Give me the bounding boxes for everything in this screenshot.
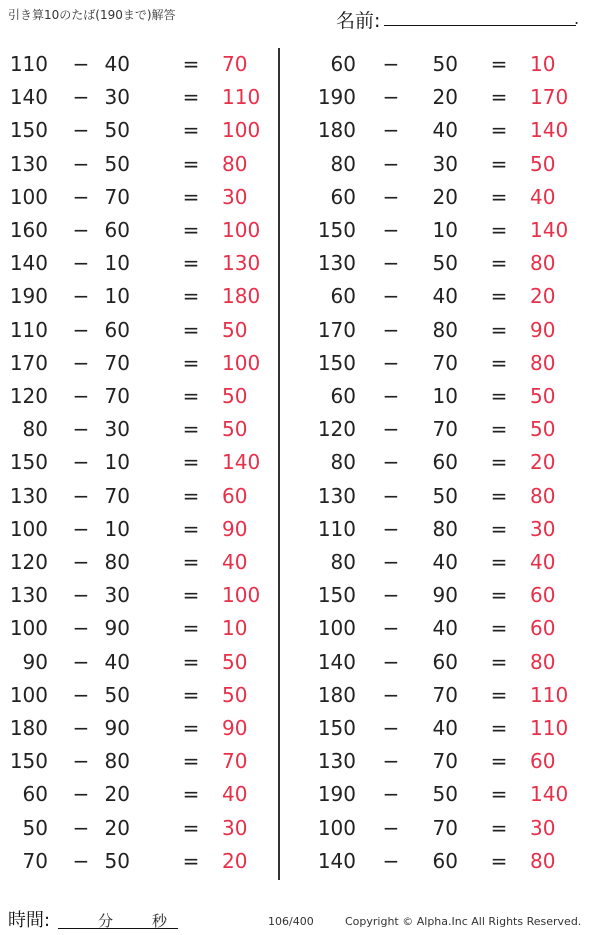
minuend: 130	[317, 483, 356, 508]
equals-sign: =	[490, 218, 508, 242]
subtrahend: 90	[104, 716, 130, 740]
minuend: 130	[317, 251, 356, 276]
equals-sign: =	[490, 550, 508, 574]
problem-row	[0, 646, 600, 679]
minus-sign: −	[382, 317, 400, 342]
minus-sign: −	[382, 583, 400, 608]
minuend: 150	[9, 118, 48, 143]
minus-sign: −	[382, 151, 400, 176]
answer: 40	[530, 184, 556, 209]
equals-sign: =	[490, 151, 508, 176]
problem-row	[0, 745, 600, 778]
answer: 90	[222, 716, 248, 740]
minus-sign: −	[72, 384, 90, 408]
subtrahend: 70	[104, 384, 130, 408]
answer: 30	[222, 184, 248, 209]
minuend: 100	[9, 616, 48, 641]
minuend: 100	[317, 616, 356, 641]
minus-sign: −	[382, 516, 400, 541]
problem-row	[0, 214, 600, 247]
answer: 80	[530, 251, 556, 276]
subtrahend: 40	[432, 550, 458, 574]
seconds-label: 秒	[152, 912, 168, 930]
subtrahend: 50	[104, 151, 130, 176]
answer: 20	[530, 450, 556, 475]
equals-sign: =	[490, 483, 508, 508]
problem-row	[0, 280, 600, 313]
equals-sign: =	[490, 516, 508, 541]
subtrahend: 50	[432, 782, 458, 807]
subtrahend: 70	[104, 350, 130, 375]
subtrahend: 70	[104, 184, 130, 209]
equals-sign: =	[182, 682, 200, 707]
equals-sign: =	[182, 184, 200, 209]
minuend: 110	[317, 516, 356, 541]
minuend: 170	[317, 317, 356, 342]
subtrahend: 30	[104, 583, 130, 608]
minus-sign: −	[72, 417, 90, 442]
minuend: 60	[22, 782, 48, 807]
minuend: 60	[330, 384, 356, 408]
equals-sign: =	[182, 251, 200, 276]
subtrahend: 50	[432, 251, 458, 276]
subtrahend: 60	[104, 218, 130, 242]
answer: 140	[530, 118, 569, 143]
equals-sign: =	[490, 251, 508, 276]
minus-sign: −	[72, 616, 90, 641]
answer: 180	[222, 284, 261, 309]
minus-sign: −	[382, 848, 400, 873]
equals-sign: =	[182, 317, 200, 342]
subtrahend: 10	[104, 284, 130, 309]
minus-sign: −	[382, 251, 400, 276]
name-label: 名前:	[336, 10, 381, 32]
subtrahend: 20	[104, 782, 130, 807]
answer: 50	[530, 417, 556, 442]
problem-row	[0, 413, 600, 446]
answer: 40	[222, 550, 248, 574]
problem-row	[0, 247, 600, 280]
minus-sign: −	[72, 649, 90, 674]
minus-sign: −	[382, 284, 400, 309]
subtrahend: 40	[432, 284, 458, 309]
equals-sign: =	[182, 417, 200, 442]
answer: 130	[222, 251, 261, 276]
minuend: 170	[9, 350, 48, 375]
minuend: 120	[9, 384, 48, 408]
minus-sign: −	[72, 583, 90, 608]
minuend: 100	[9, 516, 48, 541]
subtrahend: 10	[432, 384, 458, 408]
minuend: 80	[330, 450, 356, 475]
answer: 140	[222, 450, 261, 475]
equals-sign: =	[182, 52, 200, 76]
problem-row	[0, 579, 600, 612]
answer: 110	[222, 85, 261, 110]
equals-sign: =	[490, 317, 508, 342]
minutes-label: 分	[98, 912, 114, 930]
answer: 50	[222, 317, 248, 342]
equals-sign: =	[182, 516, 200, 541]
equals-sign: =	[182, 118, 200, 143]
equals-sign: =	[182, 450, 200, 475]
equals-sign: =	[182, 218, 200, 242]
answer: 90	[530, 317, 556, 342]
minuend: 60	[330, 52, 356, 76]
problem-row	[0, 546, 600, 579]
page-number: 106/400	[268, 915, 314, 928]
subtrahend: 90	[432, 583, 458, 608]
worksheet-title: 引き算10のたば(190まで)解答	[8, 8, 176, 22]
minus-sign: −	[382, 118, 400, 143]
equals-sign: =	[490, 749, 508, 774]
minus-sign: −	[382, 85, 400, 110]
answer: 60	[530, 749, 556, 774]
equals-sign: =	[182, 583, 200, 608]
minuend: 140	[9, 251, 48, 276]
subtrahend: 30	[104, 417, 130, 442]
problem-row	[0, 812, 600, 845]
answer: 50	[530, 151, 556, 176]
minus-sign: −	[382, 52, 400, 76]
problem-row	[0, 446, 600, 479]
equals-sign: =	[490, 284, 508, 309]
equals-sign: =	[182, 716, 200, 740]
answer: 70	[222, 52, 248, 76]
subtrahend: 70	[432, 682, 458, 707]
equals-sign: =	[490, 782, 508, 807]
minus-sign: −	[382, 616, 400, 641]
answer: 90	[222, 516, 248, 541]
problem-row	[0, 81, 600, 114]
name-line	[384, 25, 576, 26]
problem-row	[0, 48, 600, 81]
answer: 110	[530, 716, 569, 740]
answer: 100	[222, 218, 261, 242]
minuend: 100	[317, 815, 356, 840]
answer: 40	[530, 550, 556, 574]
minuend: 150	[9, 450, 48, 475]
answer: 100	[222, 583, 261, 608]
minuend: 100	[9, 184, 48, 209]
minus-sign: −	[382, 384, 400, 408]
problem-row	[0, 314, 600, 347]
minuend: 50	[22, 815, 48, 840]
subtrahend: 20	[432, 184, 458, 209]
equals-sign: =	[490, 384, 508, 408]
minuend: 80	[22, 417, 48, 442]
equals-sign: =	[490, 52, 508, 76]
minuend: 80	[330, 550, 356, 574]
minuend: 180	[317, 118, 356, 143]
subtrahend: 10	[104, 516, 130, 541]
minuend: 150	[9, 749, 48, 774]
minus-sign: −	[72, 848, 90, 873]
answer: 140	[530, 218, 569, 242]
subtrahend: 70	[104, 483, 130, 508]
name-dot: .	[574, 9, 580, 28]
minus-sign: −	[72, 184, 90, 209]
equals-sign: =	[490, 649, 508, 674]
answer: 80	[530, 848, 556, 873]
minus-sign: −	[72, 118, 90, 143]
copyright-text: Copyright © Alpha.Inc All Rights Reserved.	[345, 915, 582, 928]
subtrahend: 90	[104, 616, 130, 641]
minus-sign: −	[382, 483, 400, 508]
answer: 30	[222, 815, 248, 840]
problem-row	[0, 114, 600, 147]
minus-sign: −	[382, 417, 400, 442]
answer: 100	[222, 118, 261, 143]
subtrahend: 10	[104, 251, 130, 276]
answer: 20	[530, 284, 556, 309]
minus-sign: −	[382, 550, 400, 574]
minuend: 140	[9, 85, 48, 110]
problem-row	[0, 181, 600, 214]
answer: 50	[222, 417, 248, 442]
equals-sign: =	[490, 848, 508, 873]
minus-sign: −	[72, 716, 90, 740]
minus-sign: −	[72, 52, 90, 76]
equals-sign: =	[490, 417, 508, 442]
equals-sign: =	[490, 184, 508, 209]
subtrahend: 40	[104, 649, 130, 674]
subtrahend: 60	[432, 450, 458, 475]
minuend: 60	[330, 284, 356, 309]
answer: 50	[222, 384, 248, 408]
minus-sign: −	[382, 649, 400, 674]
minuend: 190	[317, 782, 356, 807]
minuend: 130	[317, 749, 356, 774]
equals-sign: =	[490, 716, 508, 740]
minuend: 140	[317, 848, 356, 873]
minus-sign: −	[72, 682, 90, 707]
minus-sign: −	[382, 782, 400, 807]
problem-row	[0, 480, 600, 513]
equals-sign: =	[182, 749, 200, 774]
minuend: 130	[9, 583, 48, 608]
subtrahend: 70	[432, 815, 458, 840]
answer: 170	[530, 85, 569, 110]
minus-sign: −	[382, 184, 400, 209]
equals-sign: =	[182, 284, 200, 309]
minus-sign: −	[382, 682, 400, 707]
answer: 30	[530, 815, 556, 840]
answer: 50	[530, 384, 556, 408]
problem-row	[0, 712, 600, 745]
minus-sign: −	[382, 716, 400, 740]
subtrahend: 80	[104, 749, 130, 774]
problem-row	[0, 778, 600, 811]
answer: 70	[222, 749, 248, 774]
answer: 40	[222, 782, 248, 807]
problem-row	[0, 380, 600, 413]
minuend: 120	[9, 550, 48, 574]
minus-sign: −	[72, 516, 90, 541]
minus-sign: −	[72, 85, 90, 110]
answer: 60	[222, 483, 248, 508]
time-label: 時間:	[8, 910, 51, 931]
equals-sign: =	[490, 450, 508, 475]
subtrahend: 20	[104, 815, 130, 840]
minus-sign: −	[72, 483, 90, 508]
answer: 80	[530, 350, 556, 375]
problem-row	[0, 513, 600, 546]
subtrahend: 20	[432, 85, 458, 110]
minuend: 60	[330, 184, 356, 209]
problem-row	[0, 845, 600, 878]
answer: 20	[222, 848, 248, 873]
minus-sign: −	[72, 350, 90, 375]
equals-sign: =	[182, 384, 200, 408]
problem-row	[0, 679, 600, 712]
answer: 110	[530, 682, 569, 707]
subtrahend: 40	[432, 716, 458, 740]
answer: 60	[530, 583, 556, 608]
subtrahend: 80	[104, 550, 130, 574]
equals-sign: =	[182, 616, 200, 641]
equals-sign: =	[182, 649, 200, 674]
minus-sign: −	[72, 317, 90, 342]
subtrahend: 50	[432, 483, 458, 508]
subtrahend: 70	[432, 749, 458, 774]
answer: 140	[530, 782, 569, 807]
minus-sign: −	[382, 749, 400, 774]
answer: 80	[222, 151, 248, 176]
minuend: 140	[317, 649, 356, 674]
minuend: 90	[22, 649, 48, 674]
minuend: 190	[9, 284, 48, 309]
equals-sign: =	[182, 483, 200, 508]
equals-sign: =	[490, 682, 508, 707]
answer: 10	[222, 616, 248, 641]
answer: 80	[530, 649, 556, 674]
problem-row	[0, 148, 600, 181]
subtrahend: 50	[104, 118, 130, 143]
minuend: 150	[317, 583, 356, 608]
subtrahend: 50	[104, 848, 130, 873]
minus-sign: −	[72, 450, 90, 475]
equals-sign: =	[490, 350, 508, 375]
minuend: 110	[9, 317, 48, 342]
answer: 50	[222, 649, 248, 674]
minuend: 190	[317, 85, 356, 110]
problem-row	[0, 612, 600, 645]
subtrahend: 60	[432, 848, 458, 873]
answer: 50	[222, 682, 248, 707]
subtrahend: 30	[432, 151, 458, 176]
minuend: 100	[9, 682, 48, 707]
subtrahend: 40	[432, 616, 458, 641]
subtrahend: 80	[432, 516, 458, 541]
minuend: 150	[317, 350, 356, 375]
minus-sign: −	[382, 350, 400, 375]
minus-sign: −	[72, 251, 90, 276]
minus-sign: −	[72, 218, 90, 242]
subtrahend: 10	[432, 218, 458, 242]
equals-sign: =	[182, 350, 200, 375]
minus-sign: −	[382, 815, 400, 840]
minuend: 130	[9, 151, 48, 176]
minuend: 70	[22, 848, 48, 873]
subtrahend: 10	[104, 450, 130, 475]
equals-sign: =	[182, 151, 200, 176]
minuend: 150	[317, 716, 356, 740]
subtrahend: 50	[432, 52, 458, 76]
answer: 30	[530, 516, 556, 541]
minus-sign: −	[382, 218, 400, 242]
equals-sign: =	[182, 85, 200, 110]
equals-sign: =	[182, 550, 200, 574]
subtrahend: 70	[432, 417, 458, 442]
subtrahend: 80	[432, 317, 458, 342]
minus-sign: −	[382, 450, 400, 475]
answer: 10	[530, 52, 556, 76]
answer: 100	[222, 350, 261, 375]
minus-sign: −	[72, 782, 90, 807]
subtrahend: 40	[104, 52, 130, 76]
subtrahend: 60	[432, 649, 458, 674]
equals-sign: =	[182, 848, 200, 873]
subtrahend: 50	[104, 682, 130, 707]
minuend: 180	[9, 716, 48, 740]
minus-sign: −	[72, 284, 90, 309]
equals-sign: =	[490, 85, 508, 110]
minus-sign: −	[72, 151, 90, 176]
answer: 60	[530, 616, 556, 641]
minuend: 120	[317, 417, 356, 442]
subtrahend: 60	[104, 317, 130, 342]
minuend: 180	[317, 682, 356, 707]
minus-sign: −	[72, 749, 90, 774]
problem-row	[0, 347, 600, 380]
equals-sign: =	[490, 616, 508, 641]
equals-sign: =	[182, 782, 200, 807]
minuend: 130	[9, 483, 48, 508]
minus-sign: −	[72, 550, 90, 574]
minuend: 160	[9, 218, 48, 242]
minuend: 150	[317, 218, 356, 242]
subtrahend: 30	[104, 85, 130, 110]
equals-sign: =	[490, 583, 508, 608]
subtrahend: 70	[432, 350, 458, 375]
answer: 80	[530, 483, 556, 508]
equals-sign: =	[182, 815, 200, 840]
equals-sign: =	[490, 815, 508, 840]
minuend: 110	[9, 52, 48, 76]
equals-sign: =	[490, 118, 508, 143]
minuend: 80	[330, 151, 356, 176]
subtrahend: 40	[432, 118, 458, 143]
minus-sign: −	[72, 815, 90, 840]
